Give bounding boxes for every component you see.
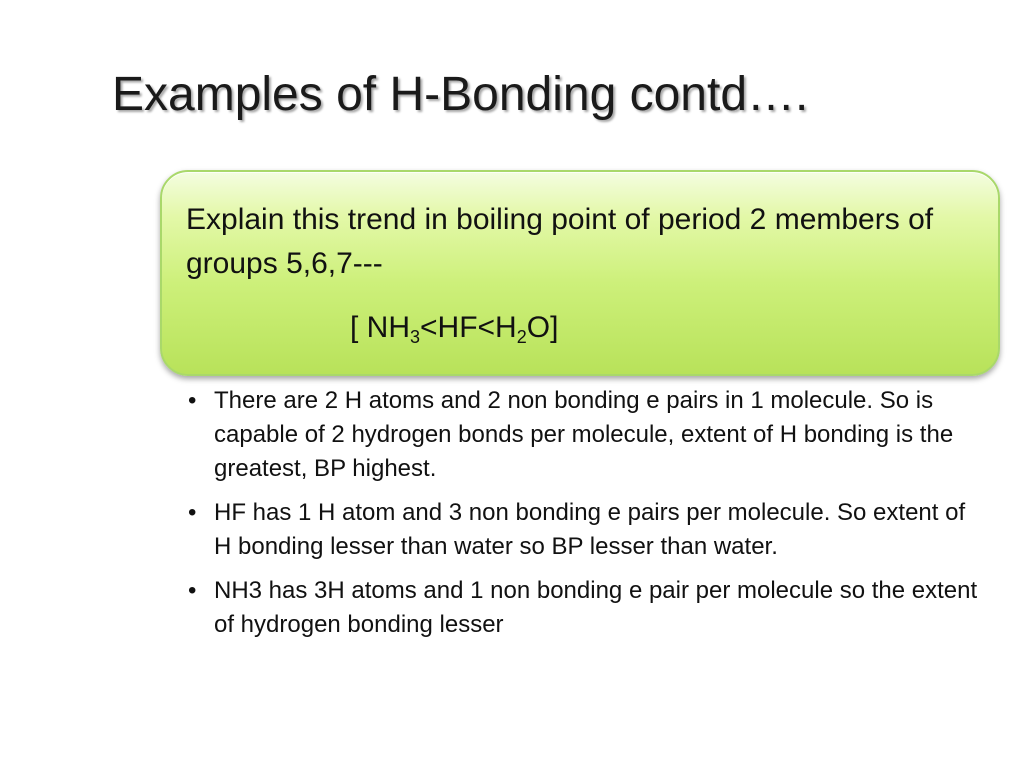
slide-title: Examples of H-Bonding contd…. xyxy=(112,68,809,121)
bullet-icon: • xyxy=(188,499,197,526)
formula-subscript-2: 2 xyxy=(516,327,527,347)
formula-middle: <HF<H xyxy=(420,311,517,344)
formula-subscript-3: 3 xyxy=(410,327,421,347)
explanation-bullet-list xyxy=(186,384,986,652)
bullet-text: NH3 has 3H atoms and 1 non bonding e pair per molecule so the extent of hydrogen bonding lesser xyxy=(214,577,978,638)
formula-close: O] xyxy=(526,311,559,344)
bullet-text: There are 2 H atoms and 2 non bonding e pairs in 1 molecule. So is capable of 2 hydrogen bonds per molecule, extent of H bonding is the greatest, BP highest. xyxy=(214,387,954,482)
bullet-item-water xyxy=(186,384,986,486)
callout-question xyxy=(186,198,986,286)
question-callout-box xyxy=(160,170,1000,376)
bullet-text: HF has 1 H atom and 3 non bonding e pairs per molecule. So extent of H bonding lesser than water so BP lesser than water. xyxy=(214,499,966,560)
bullet-item-hf xyxy=(186,496,986,564)
bullet-icon: • xyxy=(188,577,197,604)
question-text: Explain this trend in boiling point of period 2 members of groups 5,6,7--- xyxy=(186,203,934,280)
bullet-icon: • xyxy=(188,387,197,414)
formula-open: [ NH xyxy=(350,311,410,344)
bullet-item-nh3 xyxy=(186,574,986,642)
boiling-point-trend-formula xyxy=(350,306,558,350)
